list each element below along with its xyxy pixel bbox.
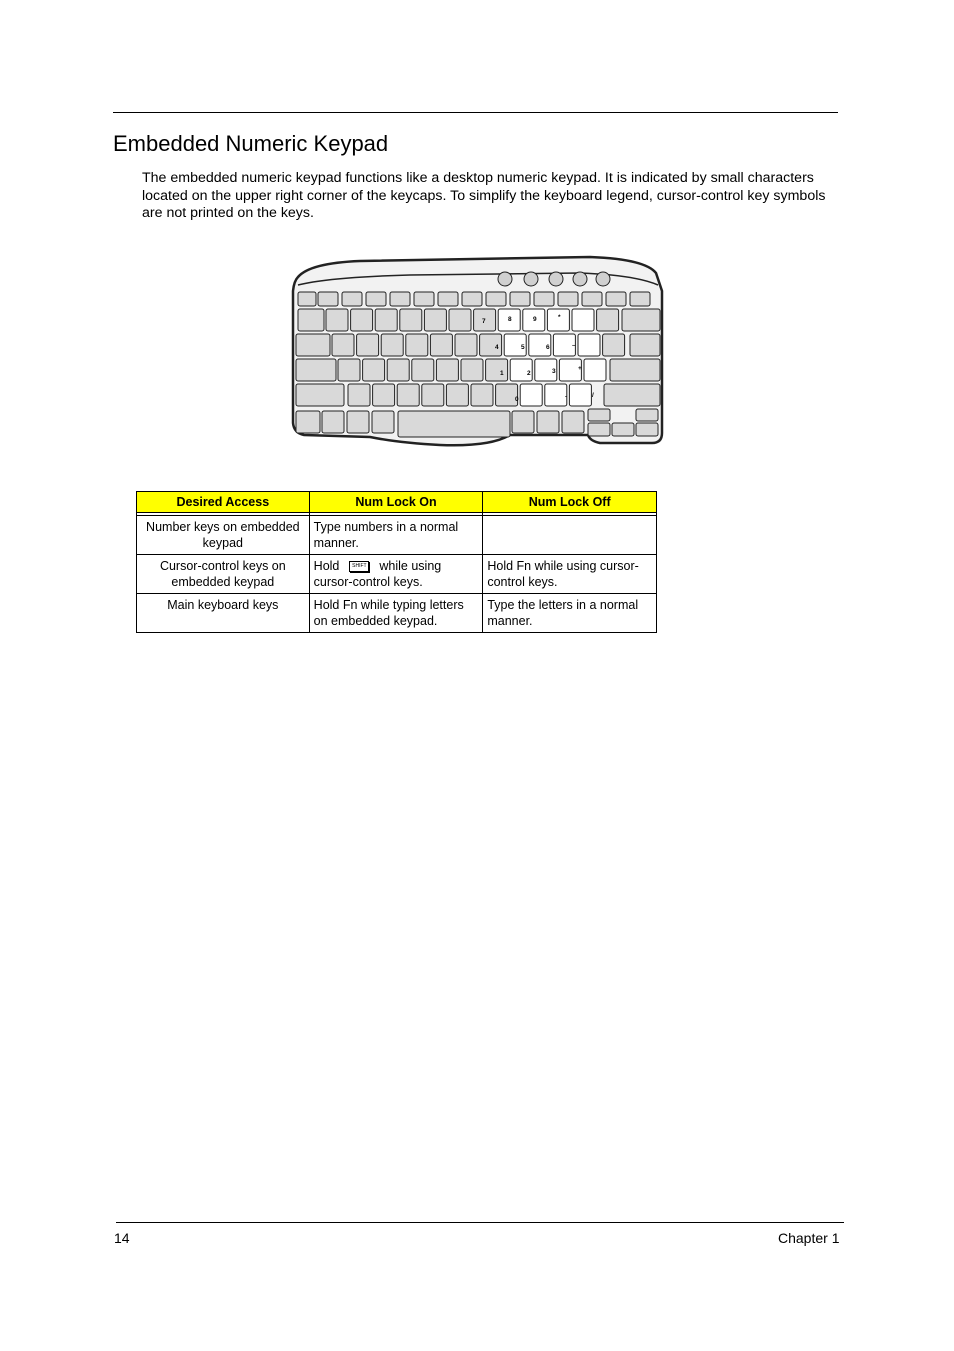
keypad-legend: 6: [546, 344, 550, 351]
keycap: [597, 309, 619, 331]
keycap: [326, 309, 348, 331]
cell-access: Number keys on embedded keypad: [137, 516, 310, 555]
keycap: [510, 292, 530, 306]
keycap: [332, 334, 354, 356]
keycap: [296, 384, 344, 406]
keypad-legend: 3: [552, 368, 556, 375]
keypad-legend: 4: [495, 344, 499, 351]
keycap: [348, 384, 370, 406]
keypad-legend: *: [558, 314, 561, 321]
cell-num-lock-off: Type the letters in a normal manner.: [483, 594, 657, 633]
keycap: [603, 334, 625, 356]
shift-key-icon: SHIFT: [349, 561, 369, 572]
keycap: [338, 359, 360, 381]
page-title: Embedded Numeric Keypad: [113, 131, 389, 156]
keycap: [363, 359, 385, 381]
keycap: [636, 409, 658, 421]
cell-num-lock-on: Type numbers in a normal manner.: [309, 516, 483, 555]
launch-button-icon: [596, 272, 610, 286]
keycap: [412, 359, 434, 381]
keycap: [534, 292, 554, 306]
keypad-legend: .: [565, 392, 567, 399]
header-desired-access: Desired Access: [137, 492, 310, 513]
cell-access: Cursor-control keys on embedded keypad: [137, 555, 310, 594]
keycap: [406, 334, 428, 356]
keycap: [569, 384, 591, 406]
keycap: [390, 292, 410, 306]
while-text: while using cursor-control keys.: [313, 559, 442, 589]
header-num-lock-on: Num Lock On: [309, 492, 483, 513]
keycap: [400, 309, 422, 331]
keycap: [322, 411, 344, 433]
cell-num-lock-off: Hold Fn while using cursor-control keys.: [483, 555, 657, 594]
launch-button-icon: [573, 272, 587, 286]
keycap: [558, 292, 578, 306]
keycap: [414, 292, 434, 306]
keycap: [578, 334, 600, 356]
keycap: [486, 292, 506, 306]
keycap: [462, 292, 482, 306]
keycap: [296, 411, 320, 433]
keycap: [342, 292, 362, 306]
keycap: [610, 359, 660, 381]
keycap: [296, 359, 336, 381]
cell-num-lock-on: Hold Fn while typing letters on embedded keypad.: [309, 594, 483, 633]
keycap: [562, 411, 584, 433]
keypad-legend: +: [578, 365, 582, 372]
keyboard-illustration: [290, 255, 664, 447]
keycap: [296, 334, 330, 356]
keypad-legend: 7: [482, 318, 486, 325]
keycap: [351, 309, 373, 331]
intro-paragraph: The embedded numeric keypad functions like a desktop numeric keypad. It is indicated by small characters located on the upper right corner of the keycaps. To simplify the keyboard legend, cursor-control key symbols are not printed on the keys.: [142, 170, 826, 221]
keycap: [436, 359, 458, 381]
keycap: [630, 334, 660, 356]
cell-num-lock-off: [483, 516, 657, 555]
keycap: [372, 411, 394, 433]
keypad-legend: 1: [500, 370, 504, 377]
keypad-legend: 2: [527, 370, 531, 377]
keycap: [375, 309, 397, 331]
keycap: [446, 384, 468, 406]
keycap: [461, 359, 483, 381]
keycap: [398, 411, 510, 437]
keycap: [438, 292, 458, 306]
keycap: [636, 423, 658, 436]
keycap: [449, 309, 471, 331]
launch-button-icon: [549, 272, 563, 286]
hold-text: Hold: [313, 559, 340, 573]
table-row: [137, 555, 657, 594]
header-num-lock-off: Num Lock Off: [483, 492, 657, 513]
table-row: [137, 516, 657, 555]
keycap: [397, 384, 419, 406]
keycap: [604, 384, 660, 406]
keycap: [582, 292, 602, 306]
keycap: [512, 411, 534, 433]
keycap: [347, 411, 369, 433]
keycap: [520, 384, 542, 406]
cell-num-lock-on: [309, 555, 483, 594]
keycap: [366, 292, 386, 306]
launch-button-icon: [524, 272, 538, 286]
keycap: [630, 292, 650, 306]
keycap: [572, 309, 594, 331]
keycap: [612, 423, 634, 436]
keycap: [584, 359, 606, 381]
keycap: [318, 292, 338, 306]
keycap: [455, 334, 477, 356]
keycap: [373, 384, 395, 406]
keycap: [430, 334, 452, 356]
keypad-legend: 8: [508, 316, 512, 323]
keycap: [606, 292, 626, 306]
keycap: [471, 384, 493, 406]
keypad-legend: –: [572, 342, 576, 349]
keycap: [381, 334, 403, 356]
keycap: [545, 384, 567, 406]
keypad-legend: 5: [521, 344, 525, 351]
keycap: [387, 359, 409, 381]
cell-access: Main keyboard keys: [137, 594, 310, 633]
keypad-legend: 9: [533, 316, 537, 323]
keycap: [422, 384, 444, 406]
access-table: [136, 491, 657, 633]
chapter-label: Chapter 1: [778, 1230, 840, 1246]
keycap: [298, 309, 324, 331]
keypad-legend: 0: [515, 396, 519, 403]
keycap: [588, 409, 610, 421]
table-header-row: [137, 492, 657, 513]
launch-button-icon: [498, 272, 512, 286]
footer-rule: [116, 1222, 844, 1223]
header-rule: [113, 112, 838, 113]
keycap: [622, 309, 660, 331]
keycap: [298, 292, 316, 306]
page-number: 14: [114, 1230, 130, 1246]
table-row: [137, 594, 657, 633]
keycap: [588, 423, 610, 436]
keypad-legend: /: [592, 392, 594, 399]
keycap: [486, 359, 508, 381]
keycap: [424, 309, 446, 331]
keycap: [537, 411, 559, 433]
keycap: [357, 334, 379, 356]
